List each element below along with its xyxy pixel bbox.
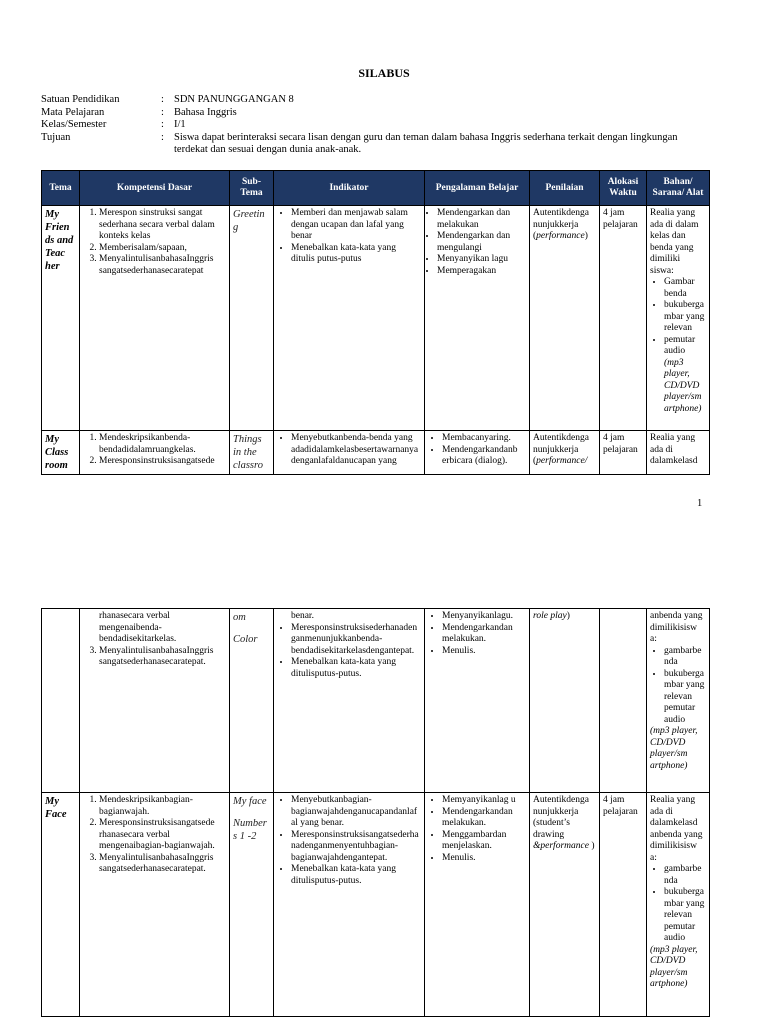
list-item: • bukuberga mbar yang relevan pemutar audio	[664, 669, 706, 727]
table-row	[42, 793, 710, 1017]
list-item: • Mendengarkandan melakukan.	[442, 623, 526, 646]
header-alokasi-waktu: Alokasi Waktu	[600, 171, 647, 206]
list-item: 3. MenyalintulisanbahasaInggris sangatsederhanasecaratepat	[99, 254, 226, 277]
list-item: • Mendengarkan dan melakukan	[437, 208, 526, 231]
meta-value: Siswa dapat berinteraksi secara lisan dengan guru dan teman dalam bahasa Inggris sederhana terkait dengan lingkungan terdekat dan sesuai dengan dunia anak-anak.	[174, 131, 678, 155]
kompetensi-cell	[80, 206, 230, 431]
header-indikator: Indikator	[274, 171, 425, 206]
penilaian-cell: Autentikdenga nunjukkerja (performance)	[530, 206, 600, 431]
bahan-cell: Realia yang ada di dalam kelas dan benda yang dimiliki siswa: • Gambar benda • bukuberga mbar yang relevan • pemutar audio (mp3 player, CD/DVD player/sm artphone)	[647, 206, 710, 431]
document-title: SILABUS	[358, 66, 410, 80]
penilaian-cell: Autentikdenga nunjukkerja (performance/	[530, 431, 600, 475]
list-item: • Mendengarkan dan mengulangi	[437, 231, 526, 254]
list-item: • Menulis.	[442, 646, 526, 658]
page-number: 1	[697, 498, 703, 509]
list-item: • Menyebutkanbenda-benda yang adadidalamkelasbesertawarnanya denganlafaldanucapan yang	[291, 433, 421, 468]
meta-label: Mata Pelajaran	[41, 106, 105, 118]
alokasi-cell	[600, 609, 647, 793]
indikator-cell	[274, 793, 425, 1017]
table-row	[42, 431, 710, 475]
pengalaman-cell	[425, 609, 530, 793]
meta-label: Tujuan	[41, 131, 71, 143]
bahan-cell: anbenda yang dimilikisisw a: • gambarbe nda • bukuberga mbar yang relevan pemutar audio (mp3 player, CD/DVD player/sm artphone)	[647, 609, 710, 793]
list-item: 2. Memberisalam/sapaan,	[99, 243, 226, 255]
indikator-cell	[274, 431, 425, 475]
list-item: 1. Mendeskripsikanbagian-bagianwajah.	[99, 795, 226, 818]
tema-cell: My Class room	[42, 431, 80, 475]
list-item: • Membacanyaring.	[442, 433, 526, 445]
list-item: • Gambar benda	[664, 277, 706, 300]
list-item: 2. Meresponsinstruksisangatsede rhanasecara verbal mengenaibagian-bagianwajah.	[99, 818, 226, 853]
syllabus-meta	[41, 94, 704, 157]
syllabus-table	[41, 170, 710, 475]
list-item: • bukuberga mbar yang relevan	[664, 300, 706, 335]
list-item: • Meresponsinstruksisederhanaden ganmenunjukkanbenda-bendadisekitarkelasdengantepat.	[291, 623, 421, 658]
list-item: • Menebalkan kata-kata yang ditulisputus-putus.	[291, 864, 421, 887]
tema-cell: My Frien ds and Teac her	[42, 206, 80, 431]
meta-label: Satuan Pendidikan	[41, 94, 120, 105]
meta-value: I/1	[174, 119, 186, 130]
indikator-cell: benar. • Meresponsinstruksisederhanaden ganmenunjukkanbenda-bendadisekitarkelasdengantepat. • Menebalkan kata-kata yang ditulisputus-putus.	[274, 609, 425, 793]
meta-row: Satuan Pendidikan : SDN PANUNGGANGAN 8	[41, 94, 704, 107]
sub-tema-cell: Greetin g	[230, 206, 274, 431]
sub-tema-cell: My face Number s 1 -2	[230, 793, 274, 1017]
list-item: • gambarbe nda	[664, 864, 706, 887]
kompetensi-cell: rhanasecara verbal mengenaibenda-bendadisekitarkelas. 3. MenyalintulisanbahasaInggris sangatsederhanasecaratepat.	[80, 609, 230, 793]
list-item: • gambarbe nda	[664, 646, 706, 669]
bahan-cell: Realia yang ada di dalamkelasd anbenda yang dimilikisisw a: • gambarbe nda • bukuberga mbar yang relevan pemutar audio (mp3 player, CD/DVD player/sm artphone)	[647, 793, 710, 1017]
header-bahan: Bahan/ Sarana/ Alat	[647, 171, 710, 206]
list-item: • Meresponsinstruksisangatsederha nadenganmenyentuhbagian-bagianwajahdengantepat.	[291, 830, 421, 865]
list-item: • Memperagakan	[437, 266, 526, 278]
pengalaman-cell	[425, 793, 530, 1017]
list-item: • Mendengarkandan melakukan.	[442, 807, 526, 830]
alokasi-cell: 4 jam pelajaran	[600, 431, 647, 475]
list-item: • Menebalkan kata-kata yang ditulisputus-putus.	[291, 657, 421, 680]
pengalaman-cell	[425, 206, 530, 431]
list-item: • Memberi dan menjawab salam dengan ucapan dan lafal yang benar	[291, 208, 421, 243]
tema-cell	[42, 609, 80, 793]
list-item: 3. MenyalintulisanbahasaInggris sangatsederhanasecaratepat.	[99, 853, 226, 876]
penilaian-cell: role play)	[530, 609, 600, 793]
list-item: 2. Meresponsinstruksisangatsede	[99, 456, 226, 468]
header-kompetensi-dasar: Kompetensi Dasar	[80, 171, 230, 206]
list-item: • pemutar audio (mp3 player, CD/DVD player/sm artphone)	[664, 335, 706, 416]
table-header-row	[42, 171, 710, 206]
header-pengalaman-belajar: Pengalaman Belajar	[425, 171, 530, 206]
indikator-cell	[274, 206, 425, 431]
header-tema: Tema	[42, 171, 80, 206]
tema-cell: My Face	[42, 793, 80, 1017]
alokasi-cell: 4 jam pelajaran	[600, 793, 647, 1017]
list-item: • Menebalkan kata-kata yang ditulis putus-putus	[291, 243, 421, 266]
list-item: • Menyanyikanlagu.	[442, 611, 526, 623]
list-item: • Menyebutkanbagian-bagianwajahdenganucapandanlaf al yang benar.	[291, 795, 421, 830]
kompetensi-cell	[80, 431, 230, 475]
page-2	[0, 530, 768, 1024]
list-item: 1. Merespon sinstruksi sangat sederhana secara verbal dalam konteks kelas	[99, 208, 226, 243]
list-item: • Menggambardan menjelaskan.	[442, 830, 526, 853]
sub-tema-cell: Things in the classro	[230, 431, 274, 475]
meta-row: Tujuan : Siswa dapat berinteraksi secara lisan dengan guru dan teman dalam bahasa Inggris sederhana terkait dengan lingkungan terdekat dan sesuai dengan dunia anak-anak.	[41, 132, 704, 157]
pengalaman-cell	[425, 431, 530, 475]
penilaian-cell: Autentikdenga nunjukkerja (student’s drawing &performance )	[530, 793, 600, 1017]
list-item: • Memyanyikanlag u	[442, 795, 526, 807]
header-penilaian: Penilaian	[530, 171, 600, 206]
syllabus-table-continued	[41, 608, 710, 1017]
list-item: • bukuberga mbar yang relevan pemutar audio	[664, 887, 706, 945]
list-item: 3. MenyalintulisanbahasaInggris sangatsederhanasecaratepat.	[99, 646, 226, 669]
meta-value: Bahasa Inggris	[174, 106, 237, 118]
sub-tema-cell: om Color	[230, 609, 274, 793]
list-item: • Menyanyikan lagu	[437, 254, 526, 266]
header-sub-tema: Sub-Tema	[230, 171, 274, 206]
list-item: 1. Mendeskripsikanbenda-bendadidalamruangkelas.	[99, 433, 226, 456]
list-item: • Menulis.	[442, 853, 526, 865]
list-item: • Mendengarkandanb erbicara (dialog).	[442, 445, 526, 468]
meta-row: Kelas/Semester : I/1	[41, 119, 704, 132]
alokasi-cell: 4 jam pelajaran	[600, 206, 647, 431]
meta-row: Mata Pelajaran : Bahasa Inggris	[41, 107, 704, 120]
bahan-cell: Realia yang ada di dalamkelasd	[647, 431, 710, 475]
table-row	[42, 609, 710, 793]
meta-label: Kelas/Semester	[41, 119, 107, 130]
table-row	[42, 206, 710, 431]
meta-value: SDN PANUNGGANGAN 8	[174, 94, 294, 105]
kompetensi-cell	[80, 793, 230, 1017]
